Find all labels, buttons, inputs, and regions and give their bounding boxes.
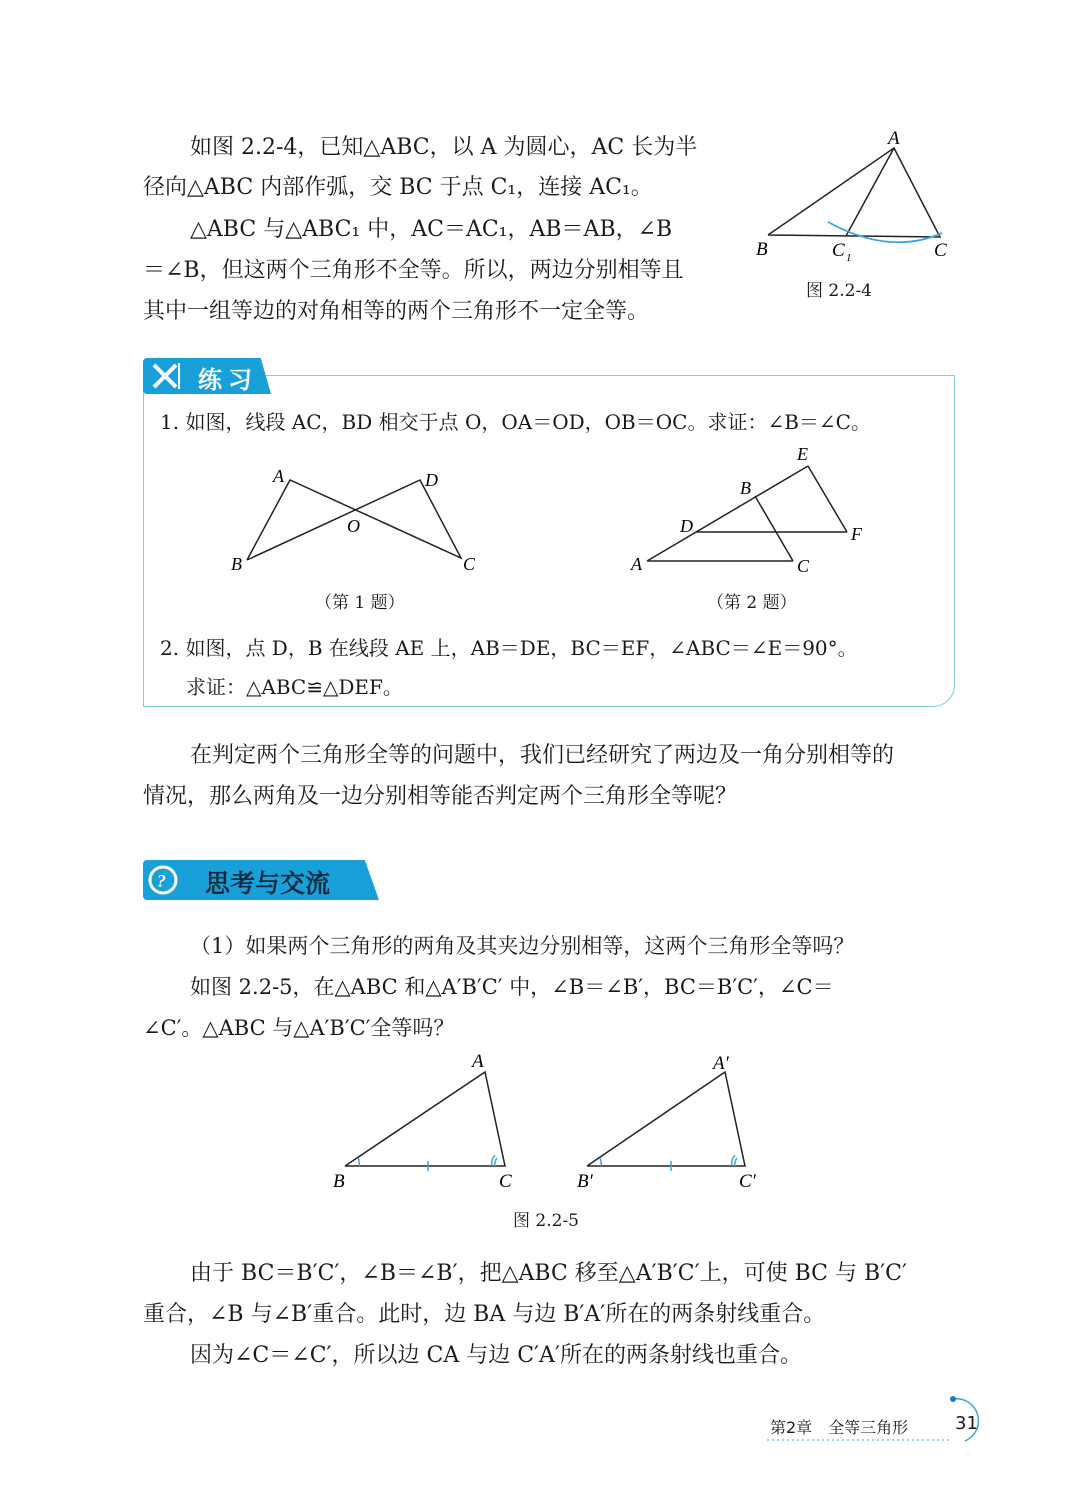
para1-line5: 其中一组等边的对角相等的两个三角形不一定全等。 xyxy=(143,299,650,324)
fig225-label-A-prime: A′ xyxy=(713,1053,729,1074)
think-line3: ∠C′。△ABC 与△A′B′C′全等吗？ xyxy=(143,1016,455,1040)
para1-line3: △ABC 与△ABC₁ 中，AC＝AC₁，AB＝AB，∠B xyxy=(190,217,673,242)
exercise-title: 练习 xyxy=(198,366,258,394)
ex1-label-B: B xyxy=(231,554,242,574)
question-icon xyxy=(147,864,181,898)
think-line2: 如图 2.2-5，在△ABC 和△A′B′C′ 中，∠B＝∠B′，BC＝B′C′，∠C＝ xyxy=(190,975,834,999)
para2-line1: 在判定两个三角形全等的问题中，我们已经研究了两边及一角分别相等的 xyxy=(190,743,895,768)
fig224-label-C: C xyxy=(934,240,947,261)
fig225-label-C-prime: C′ xyxy=(739,1171,756,1192)
fig225-caption: 图 2.2-5 xyxy=(513,1211,579,1231)
exercise-fig2-caption: （第 2 题） xyxy=(707,593,797,613)
ex2-label-C: C xyxy=(797,556,810,576)
ex2-label-E: E xyxy=(797,444,808,464)
page-number: 31 xyxy=(955,1413,978,1434)
ex2-label-B: B xyxy=(740,478,751,498)
think-line1: （1）如果两个三角形的两角及其夹边分别相等，这两个三角形全等吗？ xyxy=(190,934,855,958)
fig225-label-C: C xyxy=(499,1171,512,1192)
fig224-label-B: B xyxy=(756,239,768,260)
fig224-label-C1-sub: 1 xyxy=(846,252,852,264)
svg-text:?: ? xyxy=(157,871,166,891)
ex2-label-A: A xyxy=(631,554,642,574)
exercise-q2-line2: 求证：△ABC≌△DEF。 xyxy=(186,675,403,699)
ex1-label-A: A xyxy=(273,466,284,486)
para3-line1: 由于 BC＝B′C′，∠B＝∠B′，把△ABC 移至△A′B′C′上，可使 BC 与 B′C′ xyxy=(190,1261,907,1286)
fig225-label-A: A xyxy=(472,1051,484,1072)
fig224-label-A: A xyxy=(888,128,900,149)
exercise-figure-2 xyxy=(625,440,875,580)
ruler-pencil-icon xyxy=(150,361,184,391)
ex1-label-O: O xyxy=(347,516,360,536)
figure-2-2-4 xyxy=(740,120,960,270)
para3-line3: 因为∠C＝∠C′，所以边 CA 与边 C′A′所在的两条射线也重合。 xyxy=(190,1343,802,1368)
ex1-label-D: D xyxy=(425,470,438,490)
exercise-q2-line1: 2. 如图，点 D，B 在线段 AE 上，AB＝DE，BC＝EF，∠ABC＝∠E＝90°。 xyxy=(160,636,858,660)
ex2-label-F: F xyxy=(851,524,862,544)
exercise-fig1-caption: （第 1 题） xyxy=(315,593,405,613)
para3-line2: 重合，∠B 与∠B′重合。此时，边 BA 与边 B′A′所在的两条射线重合。 xyxy=(143,1302,826,1327)
ex1-label-C: C xyxy=(463,554,476,574)
para1-line1: 如图 2.2-4，已知△ABC，以 A 为圆心，AC 长为半 xyxy=(190,135,698,160)
exercise-figure-1 xyxy=(225,462,485,582)
para2-line2: 情况，那么两角及一边分别相等能否判定两个三角形全等呢？ xyxy=(143,784,738,809)
para1-line4: ＝∠B，但这两个三角形不全等。所以，两边分别相等且 xyxy=(143,258,684,283)
footer-chapter: 第2章 全等三角形 xyxy=(770,1418,909,1437)
figure-2-2-5 xyxy=(325,1045,785,1200)
exercise-q1: 1. 如图，线段 AC，BD 相交于点 O，OA＝OD，OB＝OC。求证：∠B＝∠C。 xyxy=(160,410,871,434)
para1-line2: 径向△ABC 内部作弧，交 BC 于点 C₁，连接 AC₁。 xyxy=(143,175,653,200)
fig224-label-C1: C xyxy=(832,240,845,261)
fig225-label-B: B xyxy=(333,1171,345,1192)
fig224-caption: 图 2.2-4 xyxy=(806,281,872,301)
ex2-label-D: D xyxy=(680,516,693,536)
fig225-label-B-prime: B′ xyxy=(577,1171,593,1192)
think-title: 思考与交流 xyxy=(205,869,331,898)
